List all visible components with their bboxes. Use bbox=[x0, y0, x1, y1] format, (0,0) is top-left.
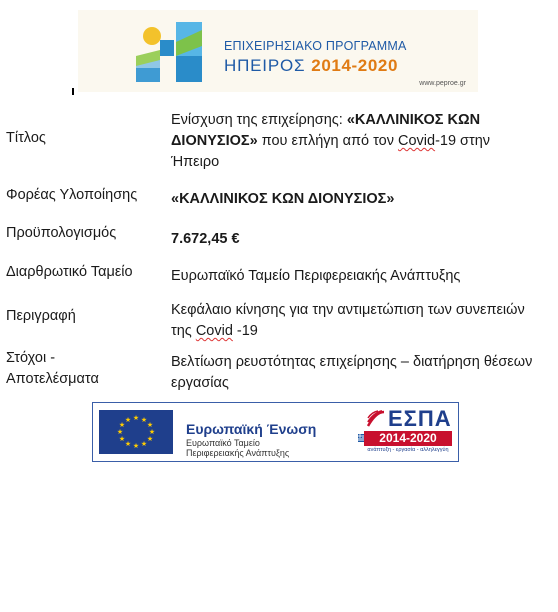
espa-logo bbox=[356, 406, 452, 458]
row-label: Προϋπολογισμός bbox=[6, 225, 117, 241]
desc-prefix: Κεφάλαιο κίνησης για την αντιμετώπιση των συνεπειών της bbox=[171, 302, 525, 339]
eu-flag-icon bbox=[99, 410, 173, 454]
title-mid: που επλήγη από τον bbox=[257, 133, 398, 149]
title-covid: Covid bbox=[397, 133, 436, 149]
espa-years: 2014-2020 bbox=[364, 431, 452, 446]
svg-text:★: ★ bbox=[124, 440, 132, 448]
espa-slogan: ανάπτυξη - εργασία - αλληλεγγύη bbox=[367, 447, 449, 453]
eu-fund-line2: Περιφερειακής Ανάπτυξης bbox=[186, 448, 290, 458]
row-value bbox=[171, 110, 541, 173]
eu-title: Ευρωπαϊκή Ένωση bbox=[186, 421, 317, 437]
programme-banner bbox=[78, 10, 478, 92]
programme-logo-icon bbox=[136, 16, 208, 88]
title-suffix: -19 στην Ήπειρο bbox=[171, 133, 491, 170]
svg-text:★: ★ bbox=[116, 428, 124, 436]
eu-fund-line1: Ευρωπαϊκό Ταμείο bbox=[186, 438, 260, 448]
espa-title: ΕΣΠΑ bbox=[388, 406, 452, 431]
programme-url: www.peproe.gr bbox=[419, 80, 466, 87]
programme-years: 2014-2020 bbox=[311, 56, 398, 75]
svg-text:★: ★ bbox=[118, 435, 126, 443]
row-label: Στόχοι - Αποτελέσματα bbox=[6, 350, 99, 387]
title-company: «ΚΑΛΛΙΝΙΚΟΣ ΚΩΝ ΔΙΟΝΥΣΙΟΣ» bbox=[171, 112, 481, 149]
row-label: Τίτλος bbox=[6, 130, 46, 146]
row-value bbox=[171, 300, 541, 342]
row-label: Διαρθρωτικό Ταμείο bbox=[6, 264, 133, 280]
title-prefix: Ενίσχυση της επιχείρησης: bbox=[171, 112, 347, 128]
svg-text:★: ★ bbox=[132, 442, 140, 450]
eu-espa-banner bbox=[92, 402, 459, 462]
row-label: Περιγραφή bbox=[6, 308, 76, 324]
cursor-mark bbox=[72, 88, 74, 95]
row-value: Ευρωπαϊκό Ταμείο Περιφερειακής Ανάπτυξης bbox=[171, 268, 461, 284]
espa-stripes-icon bbox=[366, 410, 386, 428]
svg-text:★: ★ bbox=[146, 421, 154, 429]
row-label: Φορέας Υλοποίησης bbox=[6, 187, 138, 203]
desc-suffix: -19 bbox=[232, 323, 258, 339]
programme-region bbox=[224, 56, 398, 76]
svg-text:★: ★ bbox=[146, 435, 154, 443]
row-value: Βελτίωση ρευστότητας επιχείρησης – διατήρηση θέσεων εργασίας bbox=[171, 354, 533, 391]
svg-text:★: ★ bbox=[140, 440, 148, 448]
region-name: ΗΠΕΙΡΟΣ bbox=[224, 56, 306, 75]
eu-fund-name bbox=[186, 438, 289, 458]
row-value: 7.672,45 € bbox=[171, 231, 240, 247]
svg-text:★: ★ bbox=[132, 414, 140, 422]
row-value: «ΚΑΛΛΙΝΙΚΟΣ ΚΩΝ ΔΙΟΝΥΣΙΟΣ» bbox=[171, 191, 395, 207]
svg-text:★: ★ bbox=[118, 421, 126, 429]
programme-title: ΕΠΙΧΕΙΡΗΣΙΑΚΟ ΠΡΟΓΡΑΜΜΑ bbox=[224, 39, 407, 53]
svg-text:★: ★ bbox=[140, 416, 148, 424]
svg-text:★: ★ bbox=[148, 428, 156, 436]
desc-covid: Covid bbox=[195, 323, 233, 339]
svg-text:★: ★ bbox=[124, 416, 132, 424]
